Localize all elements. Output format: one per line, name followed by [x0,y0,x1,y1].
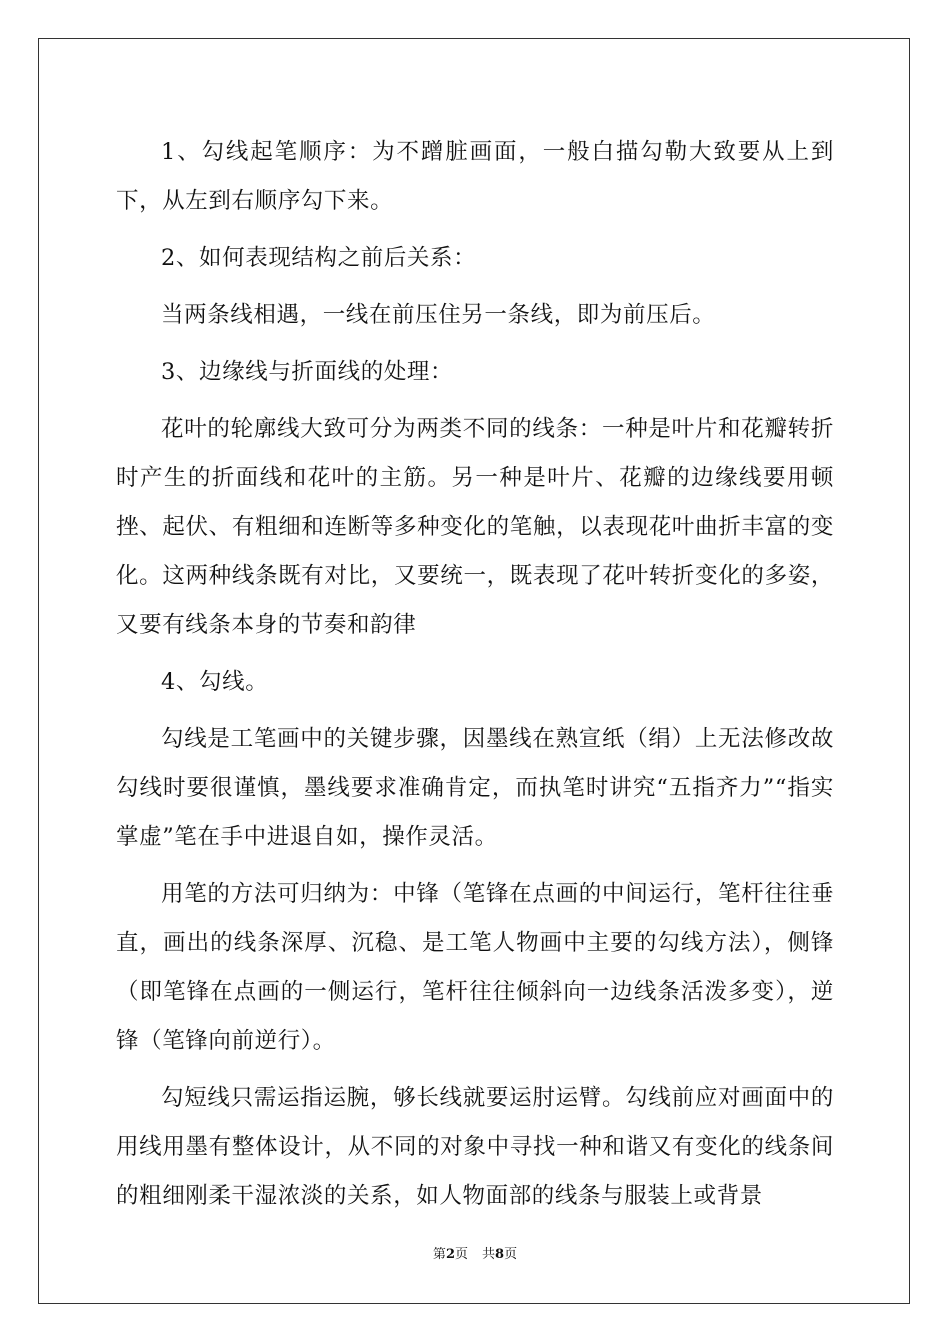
total-suffix: 页 [504,1247,518,1262]
paragraph-2: 2、如何表现结构之前后关系： [161,245,477,271]
paragraph-5: 花叶的轮廓线大致可分为两类不同的线条：一种是叶片和花瓣转折时产生的折面线和花叶的主筋。另一种是叶片、花瓣的边缘线要用顿挫、起伏、有粗细和连断等多种变化的笔触，以表现花叶曲折丰富的变化。这两种线条既有对比，又要统一，既表现了花叶转折变化的多姿，又要有线条本身的节奏和韵律 [116,416,834,638]
total-prefix: 共 [482,1247,496,1262]
page-suffix: 页 [454,1247,468,1262]
page-footer [0,1245,950,1265]
document-body [116,128,834,1229]
paragraph-4: 3、边缘线与折面线的处理： [161,359,454,385]
paragraph-1: 1、勾线起笔顺序：为不蹭脏画面，一般白描勾勒大致要从上到下，从左到右顺序勾下来。 [116,139,834,214]
paragraph-6: 4、勾线。 [161,669,269,695]
paragraph-9: 勾短线只需运指运腕，够长线就要运肘运臂。勾线前应对画面中的用线用墨有整体设计，从不同的对象中寻找一种和谐又有变化的线条间的粗细刚柔干湿浓淡的关系，如人物面部的线条与服装上或背景 [116,1085,834,1209]
total-page-number: 8 [495,1247,505,1262]
page-prefix: 第 [432,1247,446,1262]
current-page-number: 2 [445,1247,455,1262]
paragraph-7: 勾线是工笔画中的关键步骤，因墨线在熟宣纸（绢）上无法修改故勾线时要很谨慎，墨线要求准确肯定，而执笔时讲究“五指齐力”“指实掌虚”笔在手中进退自如，操作灵活。 [116,726,834,850]
paragraph-8: 用笔的方法可归纳为：中锋（笔锋在点画的中间运行，笔杆往往垂直，画出的线条深厚、沉稳、是工笔人物画中主要的勾线方法），侧锋（即笔锋在点画的一侧运行，笔杆往往倾斜向一边线条活泼多变），逆锋（笔锋向前逆行）。 [116,881,834,1054]
paragraph-3: 当两条线相遇，一线在前压住另一条线，即为前压后。 [161,302,716,328]
